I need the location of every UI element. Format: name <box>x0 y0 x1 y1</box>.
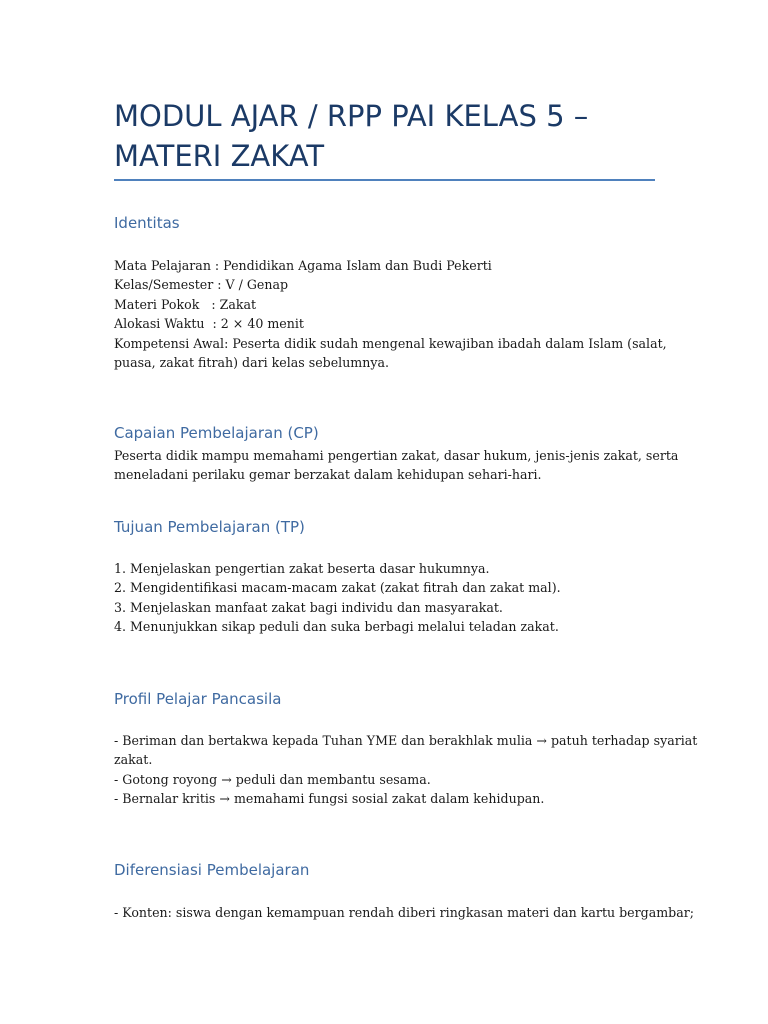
list-item: - Bernalar kritis → memahami fungsi sosial zakat dalam kehidupan. <box>114 791 545 807</box>
text-line: Alokasi Waktu : 2 × 40 menit <box>114 316 304 332</box>
title-underline <box>114 179 655 181</box>
section-body-identitas <box>114 256 674 372</box>
list-item: - Gotong royong → peduli dan membantu sesama. <box>114 771 431 787</box>
section-body-capaian <box>114 446 679 485</box>
section-heading-identitas: Identitas <box>114 214 180 232</box>
list-item: 2. Mengidentifikasi macam-macam zakat (zakat fitrah dan zakat mal). <box>114 580 561 596</box>
document-title <box>114 96 674 176</box>
text-line: puasa, zakat fitrah) dari kelas sebelumnya. <box>114 355 389 371</box>
text-line: Kompetensi Awal: Peserta didik sudah mengenal kewajiban ibadah dalam Islam (salat, <box>114 335 667 351</box>
section-body-diferensiasi <box>114 903 695 922</box>
section-heading-profil: Profil Pelajar Pancasila <box>114 690 282 708</box>
list-item: 4. Menunjukkan sikap peduli dan suka berbagi melalui teladan zakat. <box>114 619 559 635</box>
section-body-profil <box>114 731 698 809</box>
title-line: MATERI ZAKAT <box>114 139 325 173</box>
section-heading-tujuan: Tujuan Pembelajaran (TP) <box>114 518 305 536</box>
list-item: 3. Menjelaskan manfaat zakat bagi individu dan masyarakat. <box>114 599 503 615</box>
section-heading-capaian: Capaian Pembelajaran (CP) <box>114 424 319 442</box>
list-item: - Konten: siswa dengan kemampuan rendah diberi ringkasan materi dan kartu bergambar; <box>114 905 695 920</box>
list-item: - Beriman dan bertakwa kepada Tuhan YME dan berakhlak mulia → patuh terhadap syariat <box>114 733 698 748</box>
text-line: Peserta didik mampu memahami pengertian zakat, dasar hukum, jenis-jenis zakat, serta <box>114 448 679 463</box>
section-body-tujuan <box>114 559 674 637</box>
title-line: MODUL AJAR / RPP PAI KELAS 5 – <box>114 99 589 133</box>
text-line: Kelas/Semester : V / Genap <box>114 277 289 293</box>
list-item: 1. Menjelaskan pengertian zakat beserta dasar hukumnya. <box>114 561 490 576</box>
text-line: Materi Pokok : Zakat <box>114 296 257 312</box>
section-heading-diferensiasi: Diferensiasi Pembelajaran <box>114 861 310 879</box>
list-item: zakat. <box>114 752 153 768</box>
text-line: Mata Pelajaran : Pendidikan Agama Islam dan Budi Pekerti <box>114 258 492 273</box>
text-line: meneladani perilaku gemar berzakat dalam kehidupan sehari-hari. <box>114 467 542 483</box>
